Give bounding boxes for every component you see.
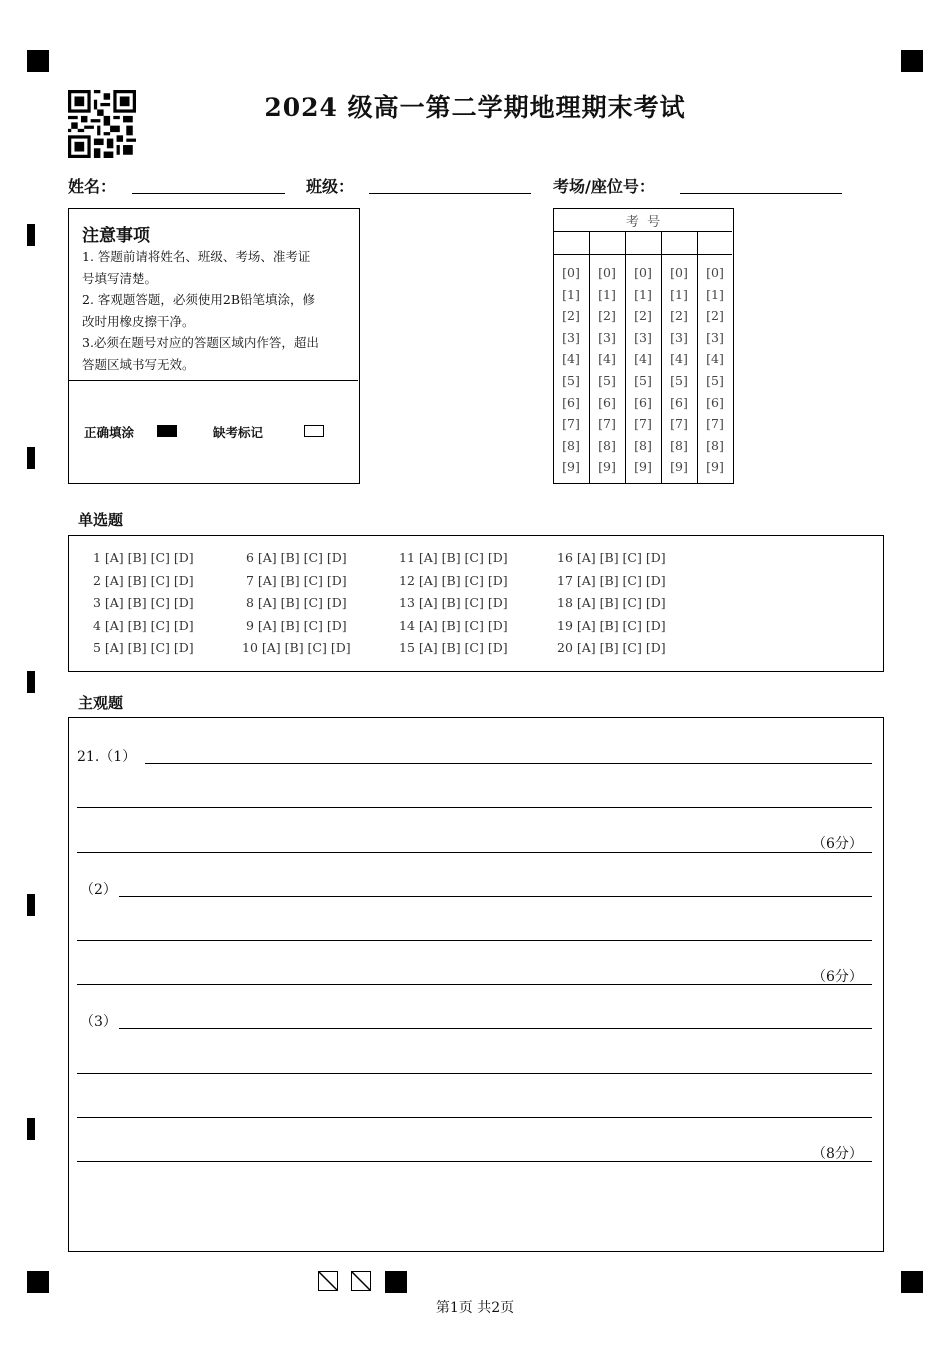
mcq-question-row[interactable]: 5 [A] [B] [C] [D]	[89, 640, 194, 655]
mcq-question-row[interactable]: 7 [A] [B] [C] [D]	[242, 572, 347, 588]
exam-id-input-line	[554, 254, 732, 255]
timing-bar	[27, 447, 35, 469]
seat-label: 考场/座位号：	[553, 177, 655, 196]
notice-box	[68, 208, 360, 484]
mcq-question-row[interactable]: 19 [A] [B] [C] [D]	[557, 617, 666, 633]
exam-id-digit-bubble[interactable]: [3]	[598, 329, 616, 345]
exam-id-digit-bubble[interactable]: [4]	[706, 351, 724, 367]
exam-id-digit-bubble[interactable]: [2]	[562, 308, 580, 324]
class-field[interactable]	[369, 193, 531, 194]
exam-id-digit-bubble[interactable]: [2]	[706, 308, 724, 324]
page-mark-slash-icon	[351, 1271, 371, 1291]
column-divider	[661, 231, 662, 484]
exam-id-header-line	[554, 231, 732, 232]
exam-id-digit-bubble[interactable]: [0]	[562, 265, 580, 280]
exam-id-digit-bubble[interactable]: [3]	[562, 329, 580, 345]
notice-line: 3.必须在题号对应的答题区域内作答，超出	[82, 335, 319, 350]
mcq-question-row[interactable]: 17 [A] [B] [C] [D]	[557, 572, 666, 588]
exam-id-digit-bubble[interactable]: [8]	[634, 437, 652, 453]
mcq-question-row[interactable]: 6 [A] [B] [C] [D]	[242, 550, 347, 565]
notice-divider	[69, 380, 358, 381]
question-21-part-2-label: （2）	[80, 882, 117, 898]
exam-id-digit-bubble[interactable]: [6]	[562, 394, 580, 410]
class-label: 班级：	[306, 177, 355, 196]
exam-id-digit-bubble[interactable]: [6]	[670, 394, 688, 410]
exam-id-digit-bubble[interactable]: [0]	[706, 265, 724, 280]
page-mark-slash-icon	[318, 1271, 338, 1291]
column-divider	[625, 231, 626, 484]
exam-id-digit-bubble[interactable]: [4]	[562, 351, 580, 367]
mcq-question-row[interactable]: 15 [A] [B] [C] [D]	[399, 640, 508, 655]
answer-line[interactable]	[77, 940, 872, 941]
exam-id-digit-bubble[interactable]: [9]	[634, 459, 652, 475]
exam-id-digit-bubble[interactable]: [2]	[634, 308, 652, 324]
mcq-question-row[interactable]: 20 [A] [B] [C] [D]	[557, 640, 666, 655]
exam-id-digit-bubble[interactable]: [8]	[562, 437, 580, 453]
correct-fill-label: 正确填涂	[84, 425, 135, 440]
exam-id-digit-bubble[interactable]: [5]	[670, 373, 688, 388]
notice-line: 答题区域书写无效。	[82, 356, 195, 372]
exam-id-digit-bubble[interactable]: [7]	[670, 416, 688, 432]
corner-mark-top-left	[27, 50, 49, 72]
mcq-question-row[interactable]: 2 [A] [B] [C] [D]	[89, 572, 194, 588]
exam-id-digit-bubble[interactable]: [9]	[562, 459, 580, 475]
mcq-question-row[interactable]: 4 [A] [B] [C] [D]	[89, 617, 194, 633]
mcq-section-title: 单选题	[78, 511, 124, 529]
exam-id-digit-bubble[interactable]: [3]	[634, 329, 652, 345]
answer-line[interactable]	[145, 763, 872, 764]
mcq-question-row[interactable]: 12 [A] [B] [C] [D]	[399, 572, 508, 588]
question-21-part-3-label: （3）	[80, 1014, 117, 1030]
timing-bar	[27, 224, 35, 246]
mcq-question-row[interactable]: 3 [A] [B] [C] [D]	[89, 595, 194, 610]
mcq-question-row[interactable]: 18 [A] [B] [C] [D]	[557, 595, 666, 610]
exam-id-digit-bubble[interactable]: [0]	[598, 265, 616, 280]
corner-mark-top-right	[901, 50, 923, 72]
exam-id-digit-bubble[interactable]: [5]	[634, 373, 652, 388]
exam-id-digit-bubble[interactable]: [3]	[670, 329, 688, 345]
column-divider	[697, 231, 698, 484]
exam-id-digit-bubble[interactable]: [7]	[706, 416, 724, 432]
score-label: （6分）	[812, 969, 863, 985]
notice-line: 改时用橡皮擦干净。	[82, 313, 195, 329]
exam-id-digit-bubble[interactable]: [3]	[706, 329, 724, 345]
exam-id-digit-bubble[interactable]: [4]	[598, 351, 616, 367]
seat-field[interactable]	[680, 193, 842, 194]
exam-title: 2024 级高一第二学期地理期末考试	[264, 93, 686, 122]
corner-mark-bottom-right	[901, 1271, 923, 1293]
exam-id-digit-bubble[interactable]: [1]	[670, 286, 688, 302]
exam-id-digit-bubble[interactable]: [5]	[598, 373, 616, 388]
absent-checkbox[interactable]	[304, 425, 324, 437]
exam-id-digit-bubble[interactable]: [5]	[706, 373, 724, 388]
exam-id-digit-bubble[interactable]: [5]	[562, 373, 580, 388]
answer-line[interactable]	[77, 807, 872, 808]
exam-id-digit-bubble[interactable]: [8]	[670, 437, 688, 453]
exam-id-digit-bubble[interactable]: [9]	[706, 459, 724, 475]
answer-line[interactable]	[77, 1073, 872, 1074]
mcq-question-row[interactable]: 11 [A] [B] [C] [D]	[399, 550, 508, 565]
mcq-question-row[interactable]: 13 [A] [B] [C] [D]	[399, 595, 508, 610]
question-21-part-1-label: 21.（1）	[77, 749, 137, 765]
mcq-question-row[interactable]: 8 [A] [B] [C] [D]	[242, 595, 347, 610]
exam-id-digit-bubble[interactable]: [1]	[634, 286, 652, 302]
mcq-question-row[interactable]: 16 [A] [B] [C] [D]	[557, 550, 666, 565]
mcq-question-row[interactable]: 1 [A] [B] [C] [D]	[89, 550, 194, 565]
exam-id-digit-bubble[interactable]: [8]	[706, 437, 724, 453]
exam-id-title: 考 号	[625, 215, 661, 230]
absent-label: 缺考标记	[213, 425, 264, 440]
exam-id-digit-bubble[interactable]: [7]	[598, 416, 616, 432]
exam-id-digit-bubble[interactable]: [8]	[598, 437, 616, 453]
page-number: 第1页 共2页	[435, 1300, 515, 1316]
exam-id-digit-bubble[interactable]: [9]	[670, 459, 688, 475]
name-label: 姓名：	[68, 177, 117, 196]
subjective-section-title: 主观题	[78, 694, 124, 712]
exam-id-digit-bubble[interactable]: [2]	[670, 308, 688, 324]
exam-id-box	[553, 208, 734, 484]
answer-line[interactable]	[119, 1028, 872, 1029]
timing-bar	[27, 1118, 35, 1140]
exam-id-digit-bubble[interactable]: [4]	[670, 351, 688, 367]
answer-line[interactable]	[119, 896, 872, 897]
mcq-question-row[interactable]: 10 [A] [B] [C] [D]	[242, 640, 351, 655]
corner-mark-bottom-left	[27, 1271, 49, 1293]
column-divider	[589, 231, 590, 484]
answer-line[interactable]	[77, 984, 872, 985]
exam-id-digit-bubble[interactable]: [6]	[598, 394, 616, 410]
name-field[interactable]	[132, 193, 285, 194]
exam-id-digit-bubble[interactable]: [7]	[634, 416, 652, 432]
mcq-box	[68, 535, 884, 672]
exam-id-digit-bubble[interactable]: [0]	[670, 265, 688, 280]
exam-id-digit-bubble[interactable]: [1]	[598, 286, 616, 302]
timing-bar	[27, 894, 35, 916]
exam-id-digit-bubble[interactable]: [1]	[706, 286, 724, 302]
answer-line[interactable]	[77, 1117, 872, 1118]
notice-line: 1. 答题前请将姓名、班级、考场、准考证	[82, 249, 311, 264]
exam-id-digit-bubble[interactable]: [4]	[634, 351, 652, 367]
notice-text	[82, 246, 352, 375]
correct-fill-sample	[157, 425, 177, 437]
exam-id-digit-bubble[interactable]: [6]	[634, 394, 652, 410]
exam-id-digit-bubble[interactable]: [7]	[562, 416, 580, 432]
exam-id-digit-bubble[interactable]: [1]	[562, 286, 580, 302]
answer-line[interactable]	[77, 852, 872, 853]
mcq-question-row[interactable]: 14 [A] [B] [C] [D]	[399, 617, 508, 633]
timing-bar	[27, 671, 35, 693]
answer-line[interactable]	[77, 1161, 872, 1162]
notice-line: 号填写清楚。	[82, 270, 158, 286]
mcq-question-row[interactable]: 9 [A] [B] [C] [D]	[242, 617, 347, 633]
notice-line: 2. 客观题答题，必须使用2B铅笔填涂，修	[82, 292, 316, 307]
exam-id-digit-bubble[interactable]: [6]	[706, 394, 724, 410]
score-label: （6分）	[812, 836, 863, 852]
notice-title: 注意事项	[82, 226, 150, 246]
page-mark-filled-icon	[385, 1271, 407, 1293]
exam-id-digit-bubble[interactable]: [0]	[634, 265, 652, 280]
exam-id-digit-bubble[interactable]: [2]	[598, 308, 616, 324]
score-label: （8分）	[812, 1146, 863, 1162]
exam-id-digit-bubble[interactable]: [9]	[598, 459, 616, 475]
